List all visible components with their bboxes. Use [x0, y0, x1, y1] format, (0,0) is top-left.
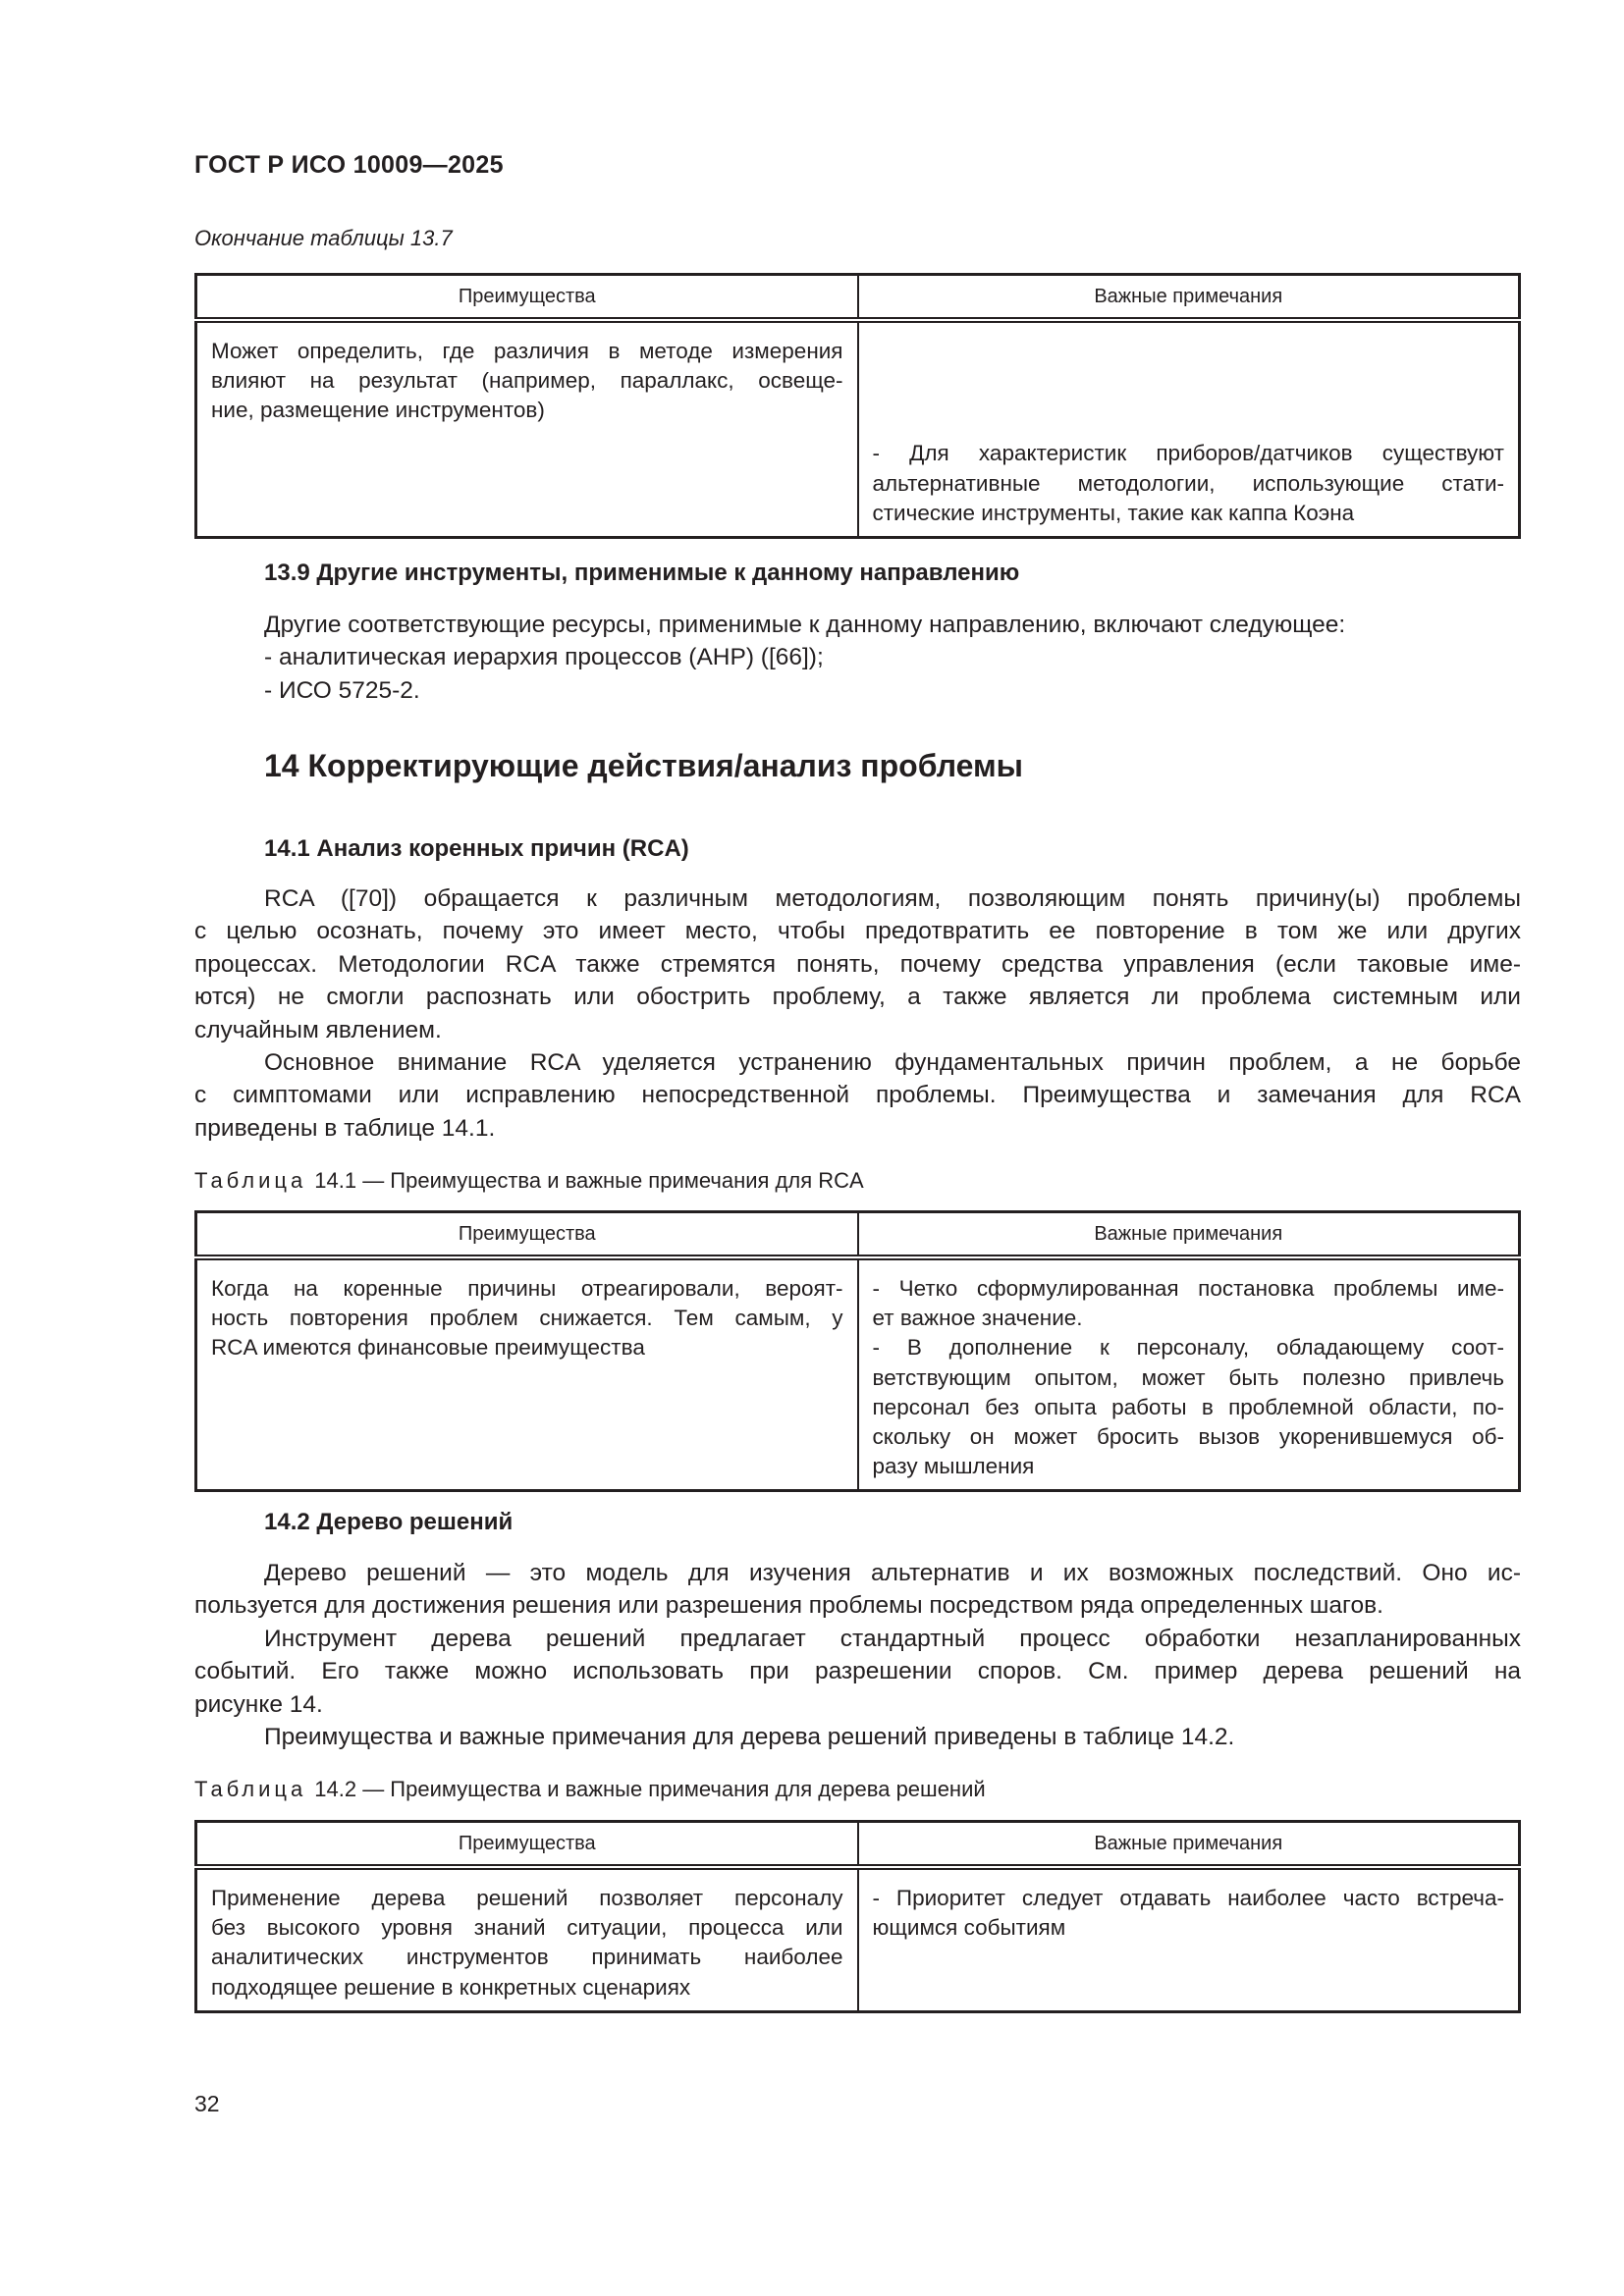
text-line: аналитических инструментов принимать наиболее: [211, 1945, 843, 1970]
advantages-cell: [196, 1257, 858, 1491]
text-line: RCA имеются финансовые преимущества: [211, 1335, 645, 1361]
advantages-cell: [196, 1867, 858, 2011]
section-heading-14: 14 Корректирующие действия/анализ проблемы: [264, 748, 1023, 783]
column-header-advantages: Преимущества: [196, 275, 858, 321]
advantages-cell: [196, 320, 858, 538]
paragraph: [194, 1557, 1521, 1623]
text-line: ет важное значение.: [872, 1306, 1083, 1331]
text-line: ветствующим опытом, может быть полезно привлечь: [872, 1364, 1504, 1390]
text-line: рисунке 14.: [194, 1690, 323, 1718]
text-line: Когда на коренные причины отреагировали, вероят-: [211, 1276, 843, 1301]
text-line: Инструмент дерева решений предлагает стандартный процесс обработки незапланированных: [264, 1626, 1521, 1652]
text-line: влияют на результат (например, параллакс, освеще-: [211, 368, 843, 394]
notes-cell: [858, 1257, 1520, 1491]
text-line: стические инструменты, такие как каппа Коэна: [872, 500, 1355, 525]
text-line: ность повторения проблем снижается. Тем самым, у: [211, 1306, 843, 1331]
text-line: ющимся событиям: [872, 1915, 1066, 1941]
column-header-advantages: Преимущества: [196, 1212, 858, 1258]
paragraph: [194, 1623, 1521, 1721]
list-item: - аналитическая иерархия процессов (AHP) ([66]);: [264, 644, 824, 671]
text-line: приведены в таблице 14.1.: [194, 1114, 496, 1142]
text-line: - Приоритет следует отдавать наиболее часто встреча-: [872, 1886, 1504, 1910]
text-line: Может определить, где различия в методе измерения: [211, 339, 843, 363]
table-continuation-label: Окончание таблицы 13.7: [194, 226, 453, 250]
table-14-2: [194, 1820, 1521, 2013]
text-line: разу мышления: [872, 1454, 1035, 1479]
text-line: с симптомами или исправлению непосредственной проблемы. Преимущества и замечания для RCA: [194, 1082, 1521, 1109]
paragraph: [194, 882, 1521, 1046]
list-item: - ИСО 5725-2.: [264, 676, 420, 704]
text-line: Основное внимание RCA уделяется устранению фундаментальных причин проблем, а не борьбе: [264, 1049, 1521, 1076]
table-caption: [194, 1777, 986, 1802]
text-line: подходящее решение в конкретных сценариях: [211, 1974, 691, 2000]
intro-text: Другие соответствующие ресурсы, применимые к данному направлению, включают следующее:: [264, 612, 1346, 638]
text-line: RCA ([70]) обращается к различным методологиям, позволяющим понять причину(ы) проблемы: [264, 885, 1521, 912]
notes-cell: [858, 1867, 1520, 2011]
text-line: Преимущества и важные примечания для дерева решений приведены в таблице 14.2.: [264, 1724, 1235, 1750]
text-line: Применение дерева решений позволяет персоналу: [211, 1886, 843, 1910]
caption-label: Таблица: [194, 1168, 307, 1193]
table-14-1: [194, 1210, 1521, 1492]
column-header-notes: Важные примечания: [858, 1212, 1520, 1258]
section-heading-14-2: 14.2 Дерево решений: [264, 1509, 514, 1535]
caption-text: 14.1 — Преимущества и важные примечания для RCA: [314, 1168, 864, 1193]
text-line: без высокого уровня знаний ситуации, процесса или: [211, 1915, 843, 1941]
section-heading-13-9: 13.9 Другие инструменты, применимые к данному направлению: [264, 560, 1020, 586]
text-line: - Для характеристик приборов/датчиков существуют: [872, 441, 1504, 466]
section-heading-14-1: 14.1 Анализ коренных причин (RCA): [264, 835, 689, 862]
notes-cell: [858, 320, 1520, 538]
column-header-notes: Важные примечания: [858, 275, 1520, 321]
paragraph: [194, 1046, 1521, 1145]
text-line: альтернативные методологии, использующие стати-: [872, 470, 1504, 496]
text-line: случайным явлением.: [194, 1016, 442, 1043]
text-line: процессах. Методологии RCA также стремятся понять, почему средства управления (если таковые име-: [194, 950, 1521, 978]
text-line: персонал без опыта работы в проблемной области, по-: [872, 1394, 1504, 1419]
caption-label: Таблица: [194, 1777, 307, 1801]
column-header-advantages: Преимущества: [196, 1822, 858, 1868]
text-line: ются) не смогли распознать или обострить проблему, а также является ли проблема системным или: [194, 984, 1521, 1011]
text-line: - Четко сформулированная постановка проблемы име-: [872, 1276, 1504, 1301]
table-caption: [194, 1168, 864, 1194]
column-header-notes: Важные примечания: [858, 1822, 1520, 1868]
text-line: Дерево решений — это модель для изучения альтернатив и их возможных последствий. Оно ис-: [264, 1560, 1521, 1586]
document-code-header: ГОСТ Р ИСО 10009—2025: [194, 151, 504, 179]
text-line: пользуется для достижения решения или разрешения проблемы посредством ряда определенных шагов.: [194, 1592, 1383, 1620]
table-13-7: [194, 273, 1521, 539]
page-number: 32: [194, 2091, 220, 2116]
text-line: событий. Его также можно использовать при разрешении споров. См. пример дерева решений на: [194, 1658, 1521, 1685]
text-line: скольку он может бросить вызов укоренившемуся об-: [872, 1424, 1504, 1450]
caption-text: 14.2 — Преимущества и важные примечания для дерева решений: [314, 1777, 986, 1801]
text-line: с целью осознать, почему это имеет место, чтобы предотвратить ее повторение в том же или других: [194, 918, 1521, 945]
text-line: ние, размещение инструментов): [211, 398, 545, 423]
section-13-9-body: [264, 609, 1345, 707]
text-line: - В дополнение к персоналу, обладающему соот-: [872, 1335, 1504, 1361]
paragraph: [194, 1721, 1521, 1753]
